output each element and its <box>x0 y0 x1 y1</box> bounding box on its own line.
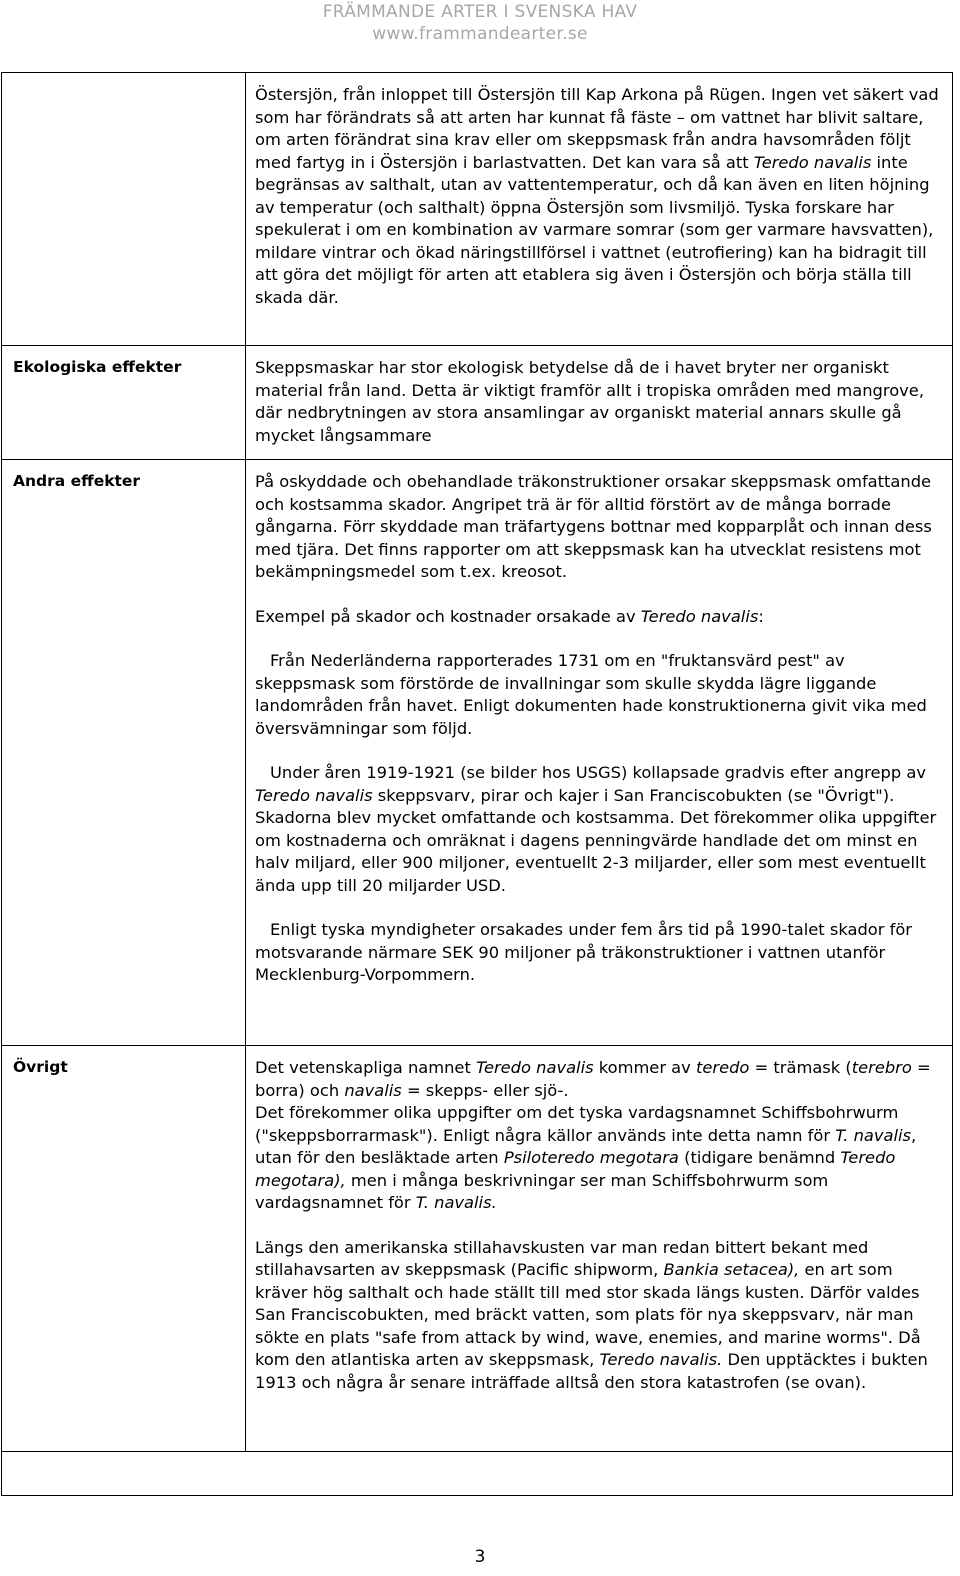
document-header-title: FRÄMMANDE ARTER I SVENSKA HAV <box>322 2 638 22</box>
table-row <box>2 73 953 346</box>
row-label-andra-effekter: Andra effekter <box>2 460 246 1046</box>
row-label <box>2 73 246 346</box>
paragraph: Under åren 1919-1921 (se bilder hos USGS) kollapsade gradvis efter angrepp av Teredo navalis skeppsvarv, pirar och kajer i San Franciscobukten (se "Övrigt"). Skadorna blev mycket omfattande och kostsamma. Det förekommer olika uppgifter om kostnaderna och omräknat i dagens penningvärde handlade det om minst en halv miljard, eller 900 miljoner, eventuellt 2-3 miljarder, eller som mest eventuellt ända upp till 20 miljarder USD. <box>255 763 937 895</box>
row-content-andra-effekter <box>246 460 953 1046</box>
fact-table <box>1 72 953 1496</box>
paragraph: Det vetenskapliga namnet Teredo navalis kommer av teredo = trämask (terebro = borra) och navalis = skepps- eller sjö-. <box>255 1058 931 1100</box>
row-label-ekologiska-effekter: Ekologiska effekter <box>2 346 246 460</box>
paragraph: Det förekommer olika uppgifter om det tyska vardagsnamnet Schiffsbohrwurm ("skeppsborrarmask"). Enligt några källor används inte detta namn för T. navalis, utan för den besläktade arten Psiloteredo megotara (tidigare benämnd Teredo megotara), men i många beskrivningar ser man Schiffsbohrwurm som vardagsnamnet för T. navalis. <box>255 1103 917 1212</box>
table-row-empty <box>2 1452 953 1496</box>
species-name: Teredo navalis <box>753 152 872 172</box>
document-header-url: www.frammandearter.se <box>372 24 588 44</box>
row-content-ekologiska-effekter <box>246 346 953 460</box>
page-number: 3 <box>474 1547 486 1567</box>
row-label-ovrigt: Övrigt <box>2 1046 246 1452</box>
empty-cell <box>2 1452 953 1496</box>
paragraph: Skeppsmaskar har stor ekologisk betydelse då de i havet bryter ner organiskt material från land. Detta är viktigt framför allt i tropiska områden med mangrove, där nedbrytningen av stora ansamlingar av organiskt material annars skulle gå mycket långsammare <box>255 358 925 445</box>
paragraph: Östersjön, från inloppet till Östersjön till Kap Arkona på Rügen. Ingen vet säkert vad som har förändrats så att arten har kunnat få fäste – om vattnet har blivit saltare, om arten förändrat sina krav eller om skeppsmask från andra havsområden följt med fartyg in i Östersjön i barlastvatten. Det kan vara så att Teredo navalis inte begränsas av salthalt, utan av vattentemperatur, och då kan även en liten höjning av temperatur (och salthalt) öppna Östersjön som livsmiljö. Tyska forskare har spekulerat i om en kombination av varmare somrar (som ger varmare havsvatten), mildare vintrar och ökad näringstillförsel i vattnet (eutrofiering) kan ha bidragit till att göra det möjligt för arten att etablera sig även i Östersjön och börja ställa till skada där. <box>255 85 939 307</box>
row-content-ovrigt <box>246 1046 953 1452</box>
table-row <box>2 346 953 460</box>
species-name: Teredo navalis <box>640 606 759 626</box>
row-content-intro <box>246 73 953 346</box>
paragraph: Exempel på skador och kostnader orsakade av Teredo navalis: <box>255 606 764 626</box>
paragraph: På oskyddade och obehandlade träkonstruktioner orsakar skeppsmask omfattande och kostsamma skador. Angripet trä är för alltid förstört av de många borrade gångarna. Förr skyddade man träfartygens bottnar med kopparplåt och innan dess med tjära. Det finns rapporter om att skeppsmask kan ha utvecklat resistens mot bekämpningsmedel som t.ex. kreosot. <box>255 472 932 581</box>
table-row <box>2 1046 953 1452</box>
paragraph: Längs den amerikanska stillahavskusten var man redan bittert bekant med stillahavsarten av skeppsmask (Pacific shipworm, Bankia setacea), en art som kräver hög salthalt och hade ställt till med stor skada längs kusten. Därför valdes San Franciscobukten, med bräckt vatten, som plats för nya skeppsvarv, när man sökte en plats "safe from attack by wind, wave, enemies, and marine worms". Då kom den atlantiska arten av skeppsmask, Teredo navalis. Den upptäcktes i bukten 1913 och några år senare inträffade alltså den stora katastrofen (se ovan). <box>255 1237 928 1392</box>
paragraph: Från Nederländerna rapporterades 1731 om en "fruktansvärd pest" av skeppsmask som förstörde de invallningar som skulle skydda lägre liggande landområden från havet. Enligt dokumenten hade konstruktionerna givit vika med översvämningar som följd. <box>255 651 927 738</box>
table-row <box>2 460 953 1046</box>
paragraph: Enligt tyska myndigheter orsakades under fem års tid på 1990-talet skador för motsvarande närmare SEK 90 miljoner på träkonstruktioner i vattnen utanför Mecklenburg-Vorpommern. <box>255 920 912 984</box>
species-name: Teredo navalis <box>255 785 373 805</box>
